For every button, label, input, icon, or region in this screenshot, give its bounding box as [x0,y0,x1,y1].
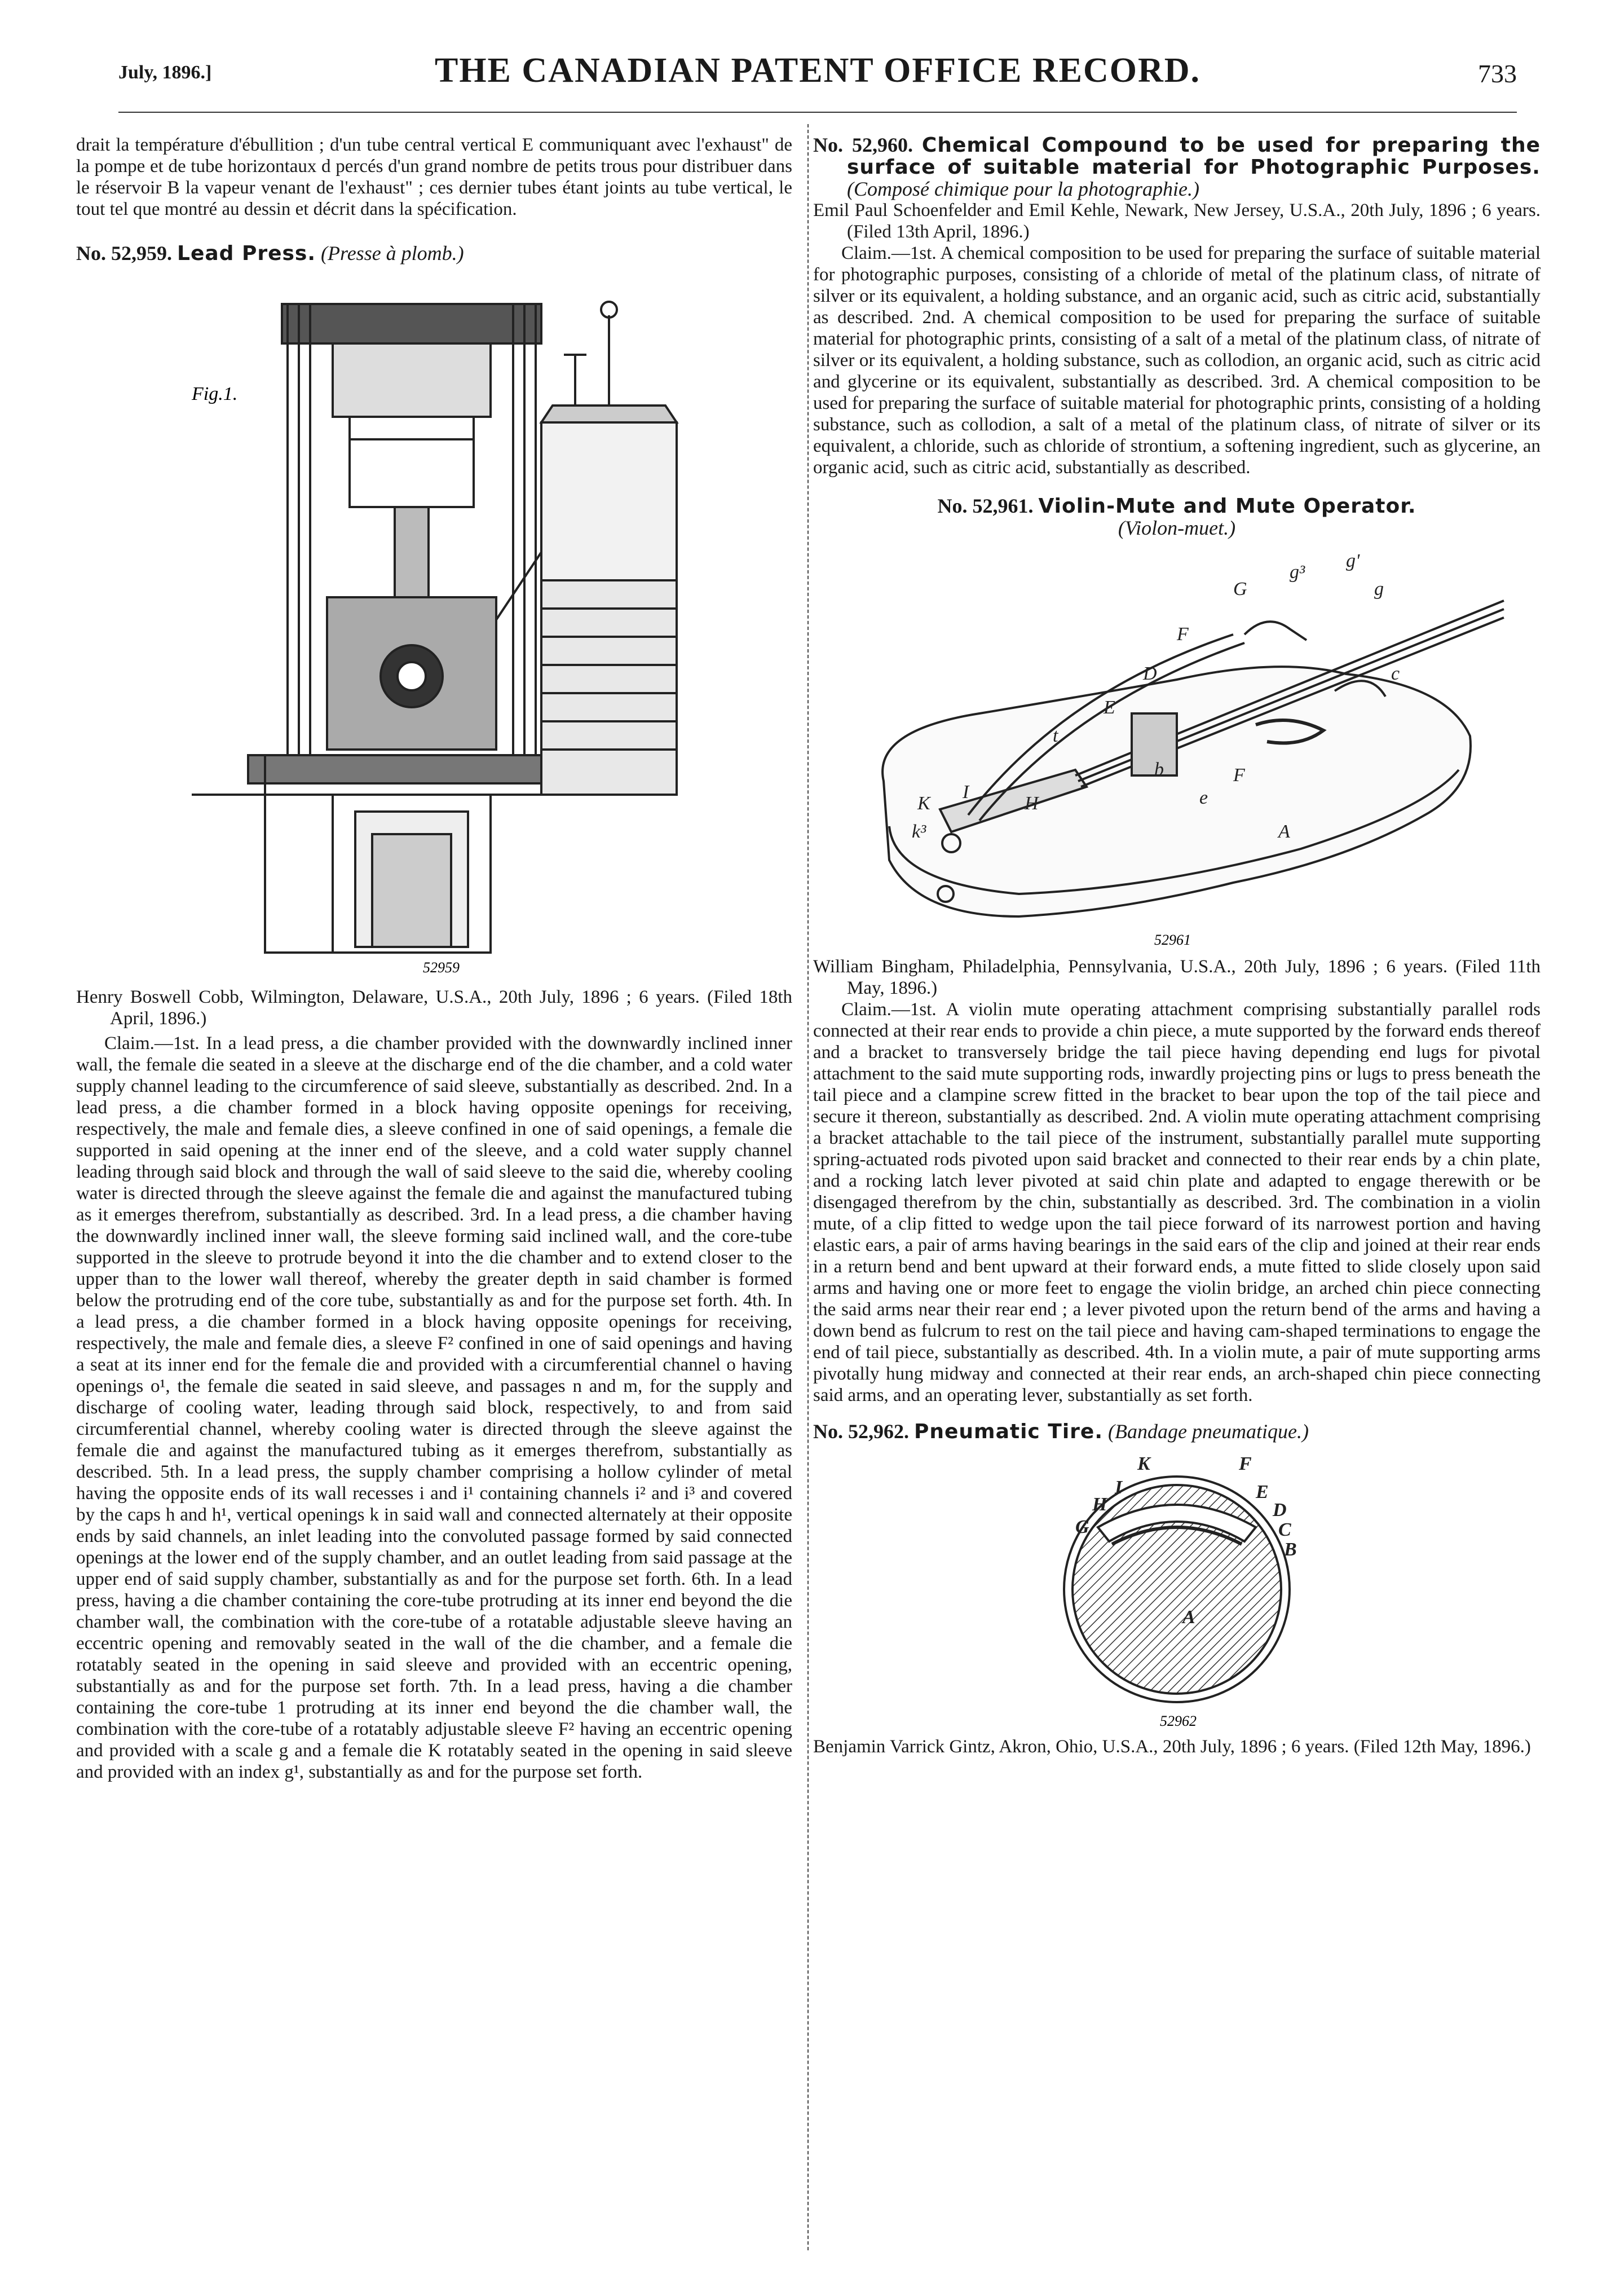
figure-number: 52962 [1160,1713,1197,1729]
svg-text:I: I [1115,1477,1123,1498]
publication-title: THE CANADIAN PATENT OFFICE RECORD. [434,51,1201,90]
claim-text: Claim.—1st. A chemical composition to be used for preparing the surface of suitable material for photographic purposes, consisting of a chloride of metal of the platinum class, of nitrate of silver or its equivalent, a holding substance, and an organic acid, such as citric acid, substantially as described. 2nd. A chemical composition to be used for preparing the surface of suitable material for photographic prints, consisting of a salt of a metal of the platinum class, of nitrate of silver or its equivalent, a holding substance, such as collodion, an organic acid, such as citric acid and glycerine or its equivalent, substantially as described. 3rd. A chemical composition to be used for preparing the surface of suitable material for photographic prints, consisting of a holding substance, such as collodion, a salt of a metal of the platinum class, of nitrate of silver or its equivalent, a chloride, such as chloride of strontium, a softening ingredient, such as glycerine, an organic acid, such as citric acid, substantially as described. [813,243,1541,478]
inventor-info: Emil Paul Schoenfelder and Emil Kehle, Newark, New Jersey, U.S.A., 20th July, 1896 ; 6 years. (Filed 13th April, 1896.) [813,200,1541,242]
svg-text:G: G [1075,1517,1089,1537]
pneumatic-tire-figure [1019,1448,1335,1730]
svg-text:I: I [963,782,969,803]
entry-heading-52962 [813,1421,1541,1443]
svg-text:K: K [1137,1453,1150,1474]
svg-text:D: D [1143,663,1157,684]
entry-title: Lead Press. [177,242,316,265]
svg-text:G: G [1233,579,1247,600]
entry-title: Chemical Compound to be used for preparing the surface of suitable material for Photographic Purposes. [847,134,1541,179]
svg-text:D: D [1273,1500,1287,1521]
svg-text:c: c [1391,663,1400,684]
svg-text:k³: k³ [912,821,926,842]
svg-text:K: K [917,793,930,814]
page-number: 733 [1478,59,1517,88]
header-rule [118,112,1517,113]
entry-number: No. 52,961. [937,495,1034,517]
svg-text:e: e [1199,787,1208,808]
entry-french-title: (Bandage pneumatique.) [1108,1420,1309,1443]
left-column [76,134,792,1783]
svg-text:t: t [1053,725,1058,746]
svg-text:F: F [1233,765,1245,786]
entry-french-title: (Presse à plomb.) [321,242,464,265]
entry-number: No. 52,959. [76,242,172,265]
svg-text:H: H [1092,1494,1107,1515]
continuation-text: drait la température d'ébullition ; d'un tube central vertical E communiquant avec l'exhaust" de la pompe et de tube horizontaux d percés d'un grand nombre de petits trous pour distribuer dans le réservoir B la vapeur venant de l'exhaust" ; ces dernier tubes étant joints au tube vertical, le tout tel que montré au dessin et décrit dans la spécification. [76,135,792,219]
entry-heading-52961 [813,495,1541,539]
svg-text:E: E [1256,1482,1269,1502]
figure-number: 52959 [423,959,460,975]
svg-text:C: C [1278,1519,1291,1540]
svg-text:B: B [1284,1539,1297,1560]
svg-text:g: g [1374,579,1384,600]
entry-french-title: (Composé chimique pour la photographie.) [847,178,1199,200]
lead-press-figure [180,270,688,975]
entry-number: No. 52,962. [813,1420,909,1443]
entry-title: Violin-Mute and Mute Operator. [1038,495,1416,518]
svg-text:E: E [1104,697,1115,718]
svg-text:g': g' [1346,550,1360,571]
page-header [118,51,1517,118]
violin-mute-figure [838,544,1515,950]
svg-text:F: F [1239,1453,1252,1474]
figure-mark: Fig.1. [192,384,238,404]
svg-text:A: A [1182,1607,1195,1628]
claim-text: Claim.—1st. In a lead press, a die chamber provided with the downwardly inclined inner wall, the female die seated in a sleeve at the discharge end of the die chamber, and a cold water supply channel leading to the circumference of said sleeve, substantially as described. 2nd. In a lead press, a die chamber formed in a block having opposite openings for receiving, respectively, the male and female dies, a sleeve confined in one of said openings, a female die supported in said opening at the inner end of the sleeve, and a cold water supply channel leading through said block and through the wall of said sleeve to the said die, whereby cooling water is directed through the sleeve against the female die and against the manufactured tubing as it emerges therefrom, substantially as described. 3rd. In a lead press, a die chamber having the downwardly inclined inner wall, the sleeve forming said inclined wall, and the core-tube supported in the sleeve to protrude beyond it into the die chamber and to extend closer to the upper than to the lower wall thereof, whereby the greater depth in said chamber is formed below the protruding end of the core tube, substantially as and for the purpose set forth. 4th. In a lead press, a die chamber formed in a block having opposite openings for receiving, respectively, the male and female dies, a sleeve F² confined in one of said openings and having a seat at its inner end for the female die and provided with a circumferential channel o having openings o¹, the female die seated in said sleeve, and passages n and m, for the supply and discharge of cooling water, leading through said block, respectively, to and from said circumferential channel, whereby cooling water is directed through the sleeve against the female die and against the manufactured tubing as it emerges therefrom, substantially as described. 5th. In a lead press, the supply chamber comprising a hollow cylinder of metal having the opposite ends of its wall recesses i and i¹ containing channels i² and i³ and covered by the caps h and h¹, vertical openings k in said wall and connected alternately at their opposite ends by said channels, an inlet leading into the convoluted passage formed by said connected openings at the lower end of the supply chamber, and an outlet leading from said passage at the upper end of said supply chamber, substantially as and for the purpose set forth. 6th. In a lead press, having a die chamber containing the core-tube protruding at its inner end beyond the die chamber wall, the combination with the core-tube of a rotatable adjustable sleeve having an eccentric opening and removably seated in the wall of the die chamber, and a female die rotatably seated in the opening in said sleeve and provided with an eccentric opening, substantially as and for the purpose set forth. 7th. In a lead press, having a die chamber containing the core-tube 1 protruding at its inner end beyond the die chamber wall, the combination with the core-tube of a rotatably adjustable sleeve F² having an eccentric opening and provided with a scale g and a female die K rotatably seated in the opening in said sleeve and provided with an index g¹, substantially as and for the purpose set forth. [76,1033,792,1782]
svg-text:A: A [1278,821,1290,842]
entry-heading-52959 [76,243,792,265]
right-column [813,134,1541,1757]
entry-number: No. 52,960. [813,134,913,156]
svg-text:H: H [1025,793,1039,814]
inventor-info: Henry Boswell Cobb, Wilmington, Delaware, U.S.A., 20th July, 1896 ; 6 years. (Filed 18th April, 1896.) [76,987,792,1029]
svg-text:b: b [1154,759,1164,780]
figure-number: 52961 [1154,932,1191,948]
entry-heading-52960 [813,134,1541,200]
column-divider [807,124,809,2250]
inventor-info: William Bingham, Philadelphia, Pennsylvania, U.S.A., 20th July, 1896 ; 6 years. (Filed 11th May, 1896.) [813,957,1541,998]
svg-text:F: F [1177,624,1189,645]
svg-text:g³: g³ [1290,562,1305,583]
entry-french-title: (Violon-muet.) [1118,517,1236,539]
claim-text: Claim.—1st. A violin mute operating attachment comprising substantially parallel rods connected at their rear ends to provide a chin piece, a mute supported by the forward ends thereof and a bracket to transversely bridge the tail piece having depending end lugs for pivotal attachment to the said mute supporting rods, inwardly projecting pins or lugs to press beneath the tail piece and a clampine screw fitted in the bracket to bear upon the top of the tail piece and secure it thereon, substantially as described. 2nd. A violin mute operating attachment comprising a bracket attachable to the tail piece of the instrument, substantially parallel mute supporting spring-actuated rods pivoted upon said bracket and connected to their rear ends by a chin plate, and a rocking latch lever pivoted at said chin plate and adapted to engage therewith or be disengaged therefrom by the chin, substantially as described. 3rd. The combination in a violin mute, of a clip fitted to wedge upon the tail piece forward of its narrowest portion and having elastic ears, a pair of arms having bearings in the said ears of the clip and joined at their rear ends in a return bend and bent upward at their forward ends, a mute fitted to slide closely upon said arms and having one or more feet to engage the violin bridge, an arched chin piece connecting the said arms near their rear end ; a lever pivoted upon the return bend of the arms and having a down bend as fulcrum to rest on the tail piece and having cam-shaped terminations to engage the end of tail piece, substantially as described. 4th. In a violin mute, a pair of mute supporting arms pivotally hung midway and connected at their rear ends, an arch-shaped chin piece connecting said arms, and an operating lever, substantially as set forth. [813,999,1541,1405]
entry-title: Pneumatic Tire. [914,1420,1104,1443]
inventor-info: Benjamin Varrick Gintz, Akron, Ohio, U.S.A., 20th July, 1896 ; 6 years. (Filed 12th May, 1896.) [813,1737,1531,1757]
issue-date: July, 1896.] [118,62,212,83]
